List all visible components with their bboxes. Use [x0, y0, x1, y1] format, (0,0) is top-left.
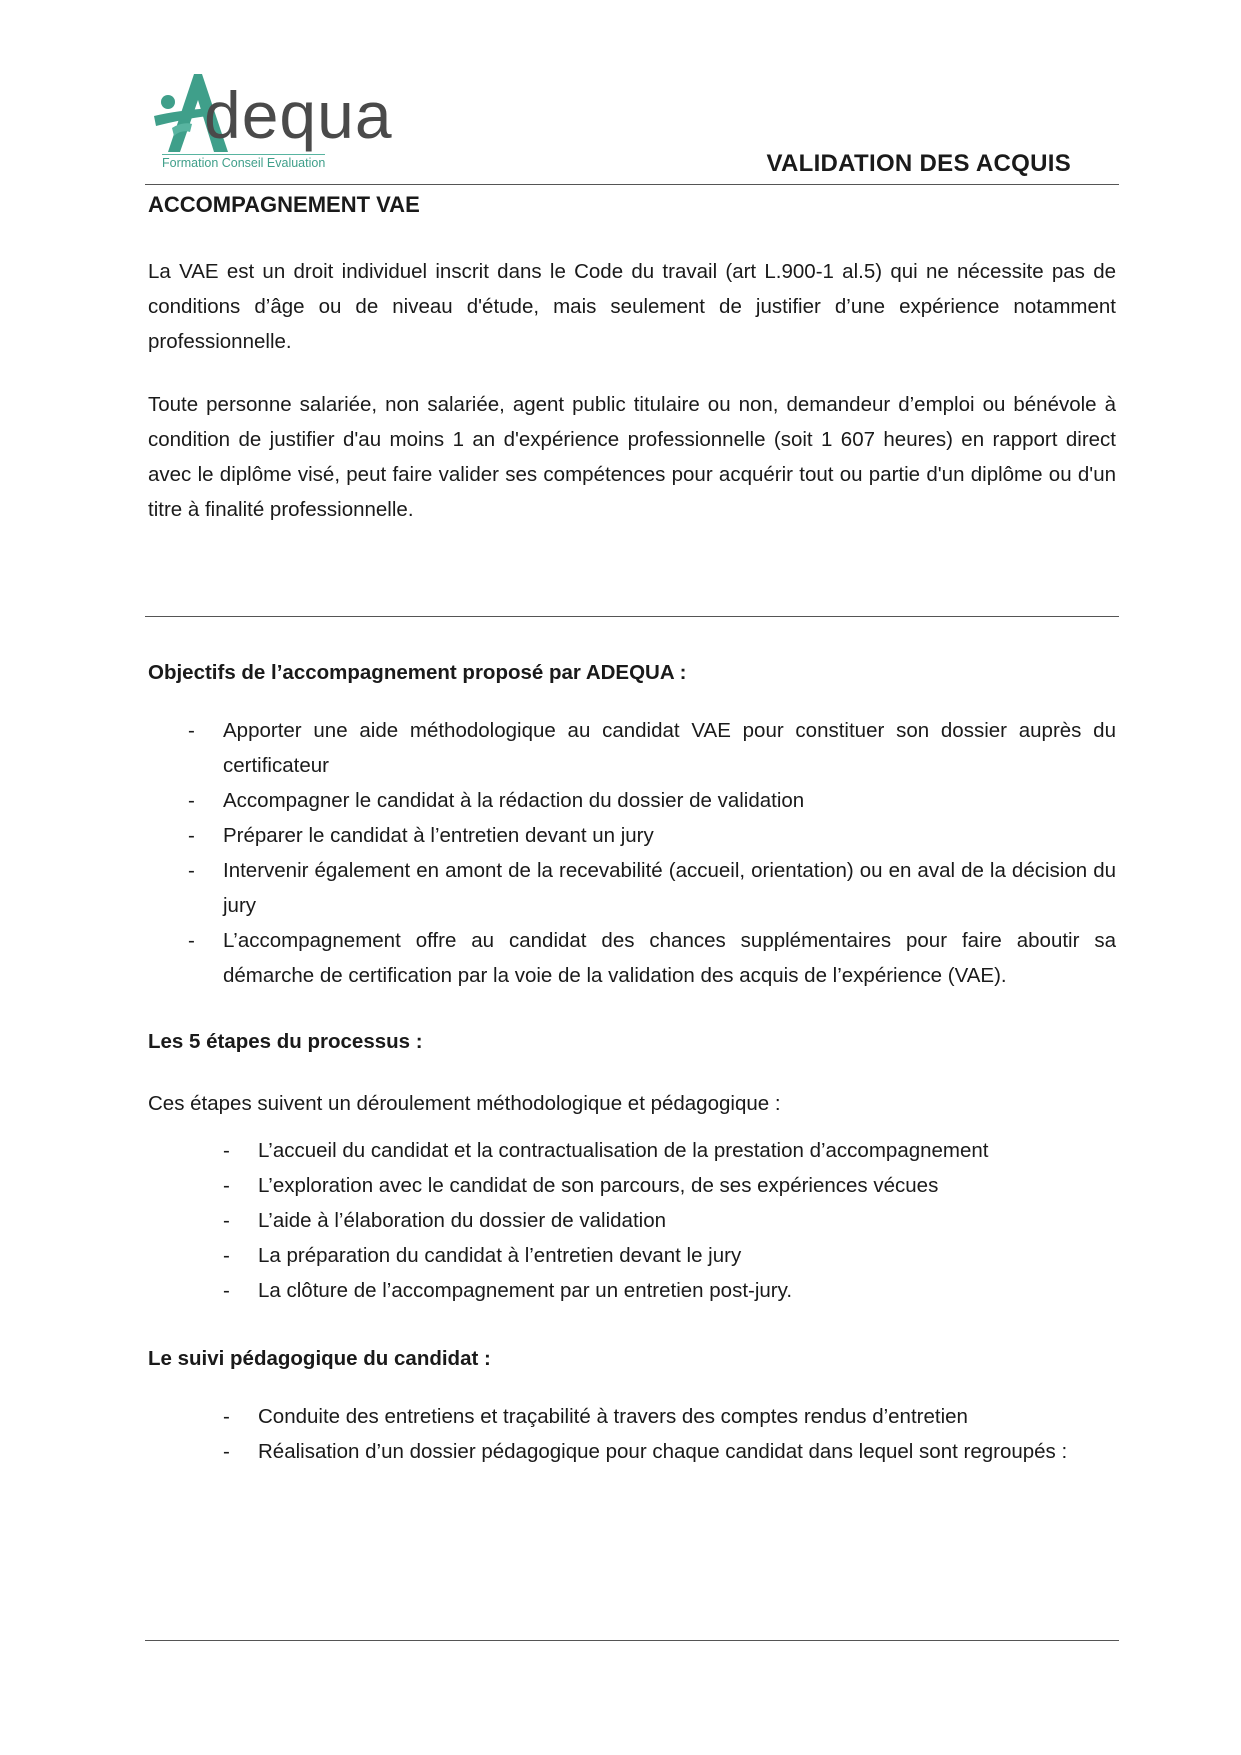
list-item: - Conduite des entretiens et traçabilité à travers des comptes rendus d’entretien — [183, 1399, 1116, 1434]
section-divider — [145, 616, 1119, 617]
logo-tagline: Formation Conseil Evaluation — [162, 156, 326, 170]
list-item: - Préparer le candidat à l’entretien devant un jury — [148, 818, 1116, 853]
steps-heading: Les 5 étapes du processus : — [148, 1030, 423, 1053]
list-item: - Réalisation d’un dossier pédagogique pour chaque candidat dans lequel sont regroupés : — [183, 1434, 1116, 1469]
intro-paragraph-1: La VAE est un droit individuel inscrit dans le Code du travail (art L.900-1 al.5) qui ne nécessite pas de conditions d’âge ou de niveau d'étude, mais seulement de justifier d’une expérience notamment professionnelle. — [148, 260, 1116, 353]
adequa-logo — [150, 72, 410, 176]
list-item: - Apporter une aide méthodologique au candidat VAE pour constituer son dossier auprès du certificateur — [148, 713, 1116, 783]
list-item: - L’exploration avec le candidat de son parcours, de ses expériences vécues — [183, 1168, 1116, 1203]
list-item: - Intervenir également en amont de la recevabilité (accueil, orientation) ou en aval de la décision du jury — [148, 853, 1116, 923]
list-item: - La clôture de l’accompagnement par un entretien post-jury. — [183, 1273, 1116, 1308]
steps-list — [183, 1133, 1116, 1308]
header-divider — [145, 184, 1119, 185]
objectives-heading: Objectifs de l’accompagnement proposé par ADEQUA : — [148, 661, 687, 684]
follow-up-heading: Le suivi pédagogique du candidat : — [148, 1347, 491, 1370]
page-title: ACCOMPAGNEMENT VAE — [148, 192, 420, 217]
header-title: VALIDATION DES ACQUIS — [766, 150, 1071, 177]
steps-intro: Ces étapes suivent un déroulement méthodologique et pédagogique : — [148, 1092, 781, 1115]
intro-paragraph-2: Toute personne salariée, non salariée, agent public titulaire ou non, demandeur d’emploi ou bénévole à condition de justifier d'au moins 1 an d'expérience professionnelle (soit 1 607 heures) en rapport direct avec le diplôme visé, peut faire valider ses compétences pour acquérir tout ou partie d'un diplôme ou d'un titre à finalité professionnelle. — [148, 393, 1116, 521]
objectives-list — [148, 713, 1116, 993]
list-item: - L’accompagnement offre au candidat des chances supplémentaires pour faire aboutir sa démarche de certification par la voie de la validation des acquis de l’expérience (VAE). — [148, 923, 1116, 993]
list-item: - L’aide à l’élaboration du dossier de validation — [183, 1203, 1116, 1238]
footer-divider — [145, 1640, 1119, 1641]
logo-wordmark: dequa — [204, 78, 393, 152]
list-item: - La préparation du candidat à l’entretien devant le jury — [183, 1238, 1116, 1273]
list-item: - L’accueil du candidat et la contractualisation de la prestation d’accompagnement — [183, 1133, 1116, 1168]
follow-up-list — [183, 1399, 1116, 1469]
list-item: - Accompagner le candidat à la rédaction du dossier de validation — [148, 783, 1116, 818]
